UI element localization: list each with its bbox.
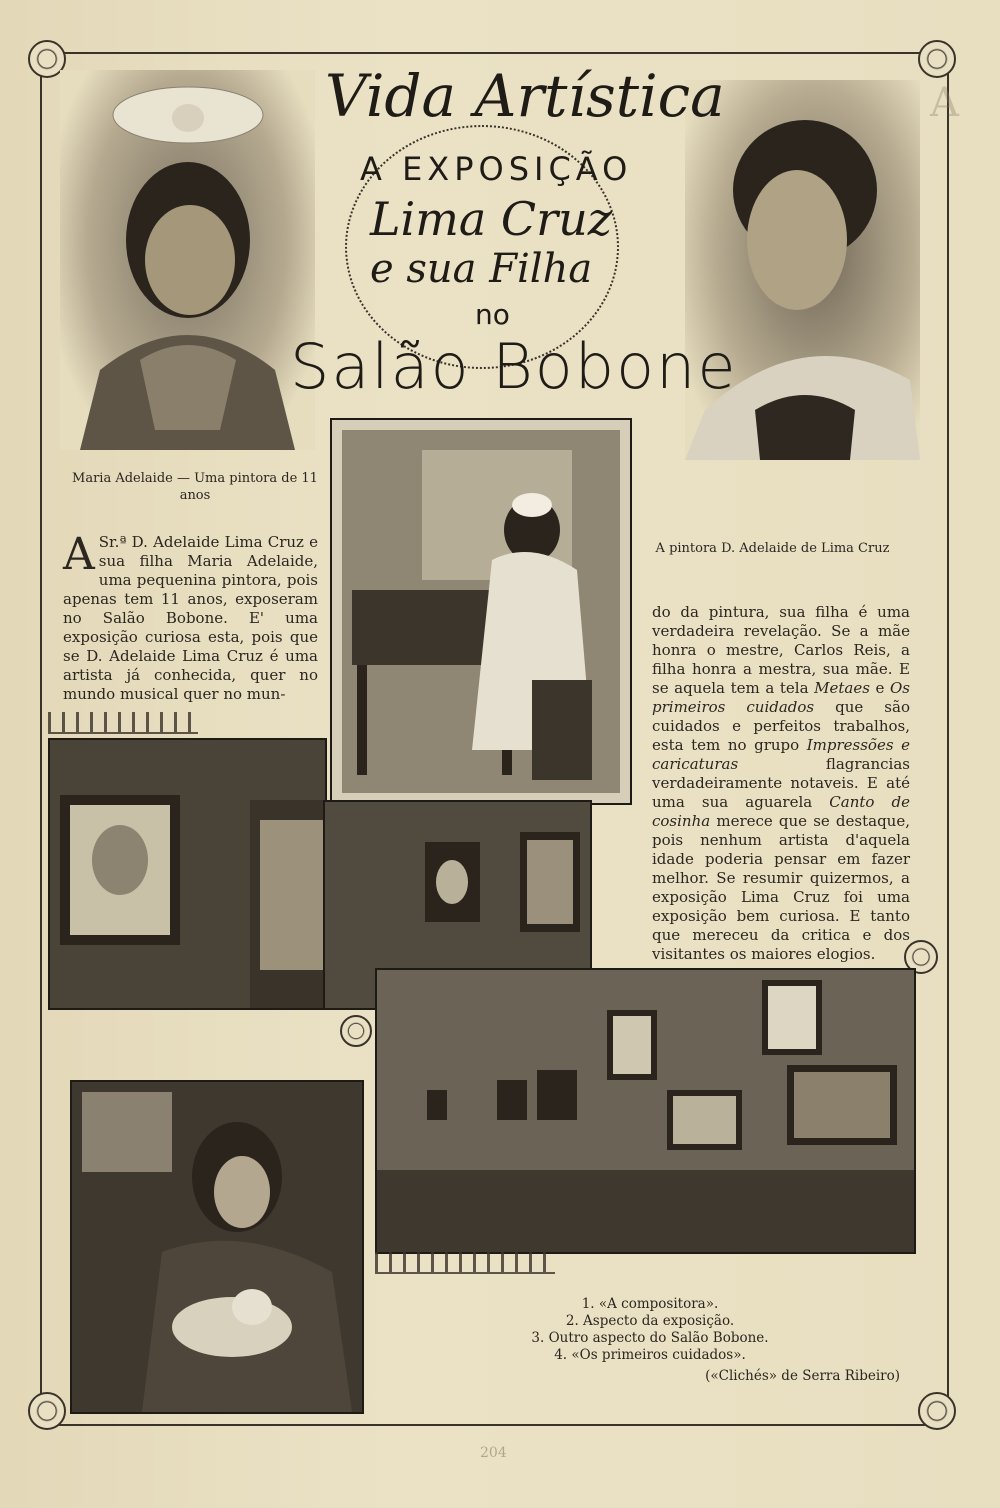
corner-ornament-bottom-left xyxy=(28,1392,66,1430)
article-text-2b: e xyxy=(869,679,890,697)
photo-credit: («Clichés» de Serra Ribeiro) xyxy=(705,1368,900,1384)
article-text-2d: flagrancias verdadeiramente notaveis. E até uma sua aguarela xyxy=(652,755,910,811)
woman-portrait-drawing xyxy=(685,80,920,460)
photo-os-primeiros-cuidados xyxy=(70,1080,364,1414)
article-column-2 xyxy=(652,603,910,964)
artwork-title-canto-de-cosinha: Canto de cosinha xyxy=(652,793,910,830)
corner-ornament-top-right xyxy=(918,40,956,78)
girl-portrait-drawing xyxy=(60,70,315,450)
caption-woman: A pintora D. Adelaide de Lima Cruz xyxy=(655,541,890,556)
photo-a-compositora xyxy=(330,418,632,805)
mother-child-painting-drawing xyxy=(72,1082,362,1412)
legend-item-1: 1. «A compositora». xyxy=(581,1296,719,1312)
article-text-1: Sr.ª D. Adelaide Lima Cruz e sua filha Maria Adelaide, uma pequenina pintora, pois apenas tem 11 anos, exposeram no Salão Bobone. E' uma exposição curiosa esta, pois que se D. Adelaide Lima Cruz é uma artista já conhecida, quer no mundo musical quer no mun- xyxy=(63,533,318,703)
article-column-1 xyxy=(63,529,318,704)
title-exposicao: A EXPOSIÇÃO xyxy=(360,150,633,188)
legend-item-3: 3. Outro aspecto do Salão Bobone. xyxy=(531,1330,769,1346)
page-number: 204 xyxy=(480,1445,507,1461)
piano-painting-drawing xyxy=(332,420,630,803)
photo-maria-adelaide xyxy=(60,70,315,450)
legend-item-4: 4. «Os primeiros cuidados». xyxy=(554,1347,746,1363)
legend-item-2: 2. Aspecto da exposição. xyxy=(565,1313,735,1329)
article-text-2c: que são cuidados e perfeitos trabalhos, esta tem no grupo xyxy=(652,698,910,754)
ornament-bar-bottom xyxy=(375,1252,555,1274)
article-text-2a: do da pintura, sua filha é uma verdadeira revelação. Se a mãe honra o mestre, Carlos Reis, a filha honra a mestra, sua mãe. E se aquela tem a tela xyxy=(652,603,910,697)
section-title: Vida Artística xyxy=(325,62,725,130)
title-salao-bobone: Salão Bobone xyxy=(290,330,738,403)
artwork-title-impressoes: Impressões e caricaturas xyxy=(652,736,910,773)
ornament-bar-left xyxy=(48,712,198,734)
title-no: no xyxy=(475,298,510,331)
photo-legend xyxy=(480,1296,820,1364)
salon-hall-drawing xyxy=(377,970,914,1252)
ornament-left-photo3 xyxy=(340,1015,372,1047)
bleed-through-mark: A xyxy=(930,80,959,126)
caption-girl: Maria Adelaide — Uma pintora de 11 anos xyxy=(72,471,318,503)
exhibition-left-drawing xyxy=(50,740,325,1008)
title-e-sua-filha: e sua Filha xyxy=(370,246,593,292)
photo-adelaide-lima-cruz xyxy=(685,80,920,460)
article-text-2e: merece que se destaque, pois nenhum artista d'aquela idade poderia pensar em fazer melhor. Se resumir quizermos, a exposição Lima Cruz foi uma exposição bem curiosa. E tanto que mereceu da critica e dos visitantes os maiores elogios. xyxy=(652,812,910,963)
artwork-title-primeiros-cuidados: Os primeiros cuidados xyxy=(652,679,910,716)
title-lima-cruz: Lima Cruz xyxy=(370,192,612,246)
corner-ornament-bottom-right xyxy=(918,1392,956,1430)
photo-aspecto-exposicao-left xyxy=(48,738,327,1010)
drop-cap: A xyxy=(63,529,95,580)
artwork-title-metaes: Metaes xyxy=(814,679,870,697)
photo-outro-aspecto-salao xyxy=(375,968,916,1254)
